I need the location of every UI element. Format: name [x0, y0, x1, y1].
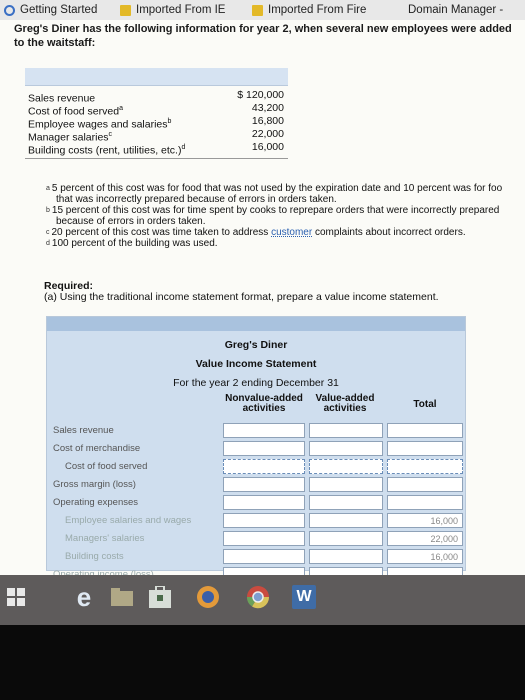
windows-taskbar [0, 575, 525, 625]
footnote-d [46, 238, 525, 249]
value-income-statement [46, 316, 466, 571]
statement-row-label: Building costs [65, 551, 124, 562]
statement-title: Value Income Statement [195, 358, 317, 370]
footnotes [46, 183, 525, 249]
info-label-wrap [28, 102, 123, 118]
info-label: Manager salaries [28, 131, 109, 144]
info-table-row [28, 115, 284, 131]
page-content [0, 20, 525, 575]
bookmark-domain-manager[interactable] [392, 0, 522, 20]
value-added-input[interactable] [309, 441, 383, 456]
info-table-header [25, 68, 288, 86]
column-value-added: Value-added activities [315, 393, 375, 414]
word-icon[interactable]: W [292, 585, 316, 609]
statement-row [47, 441, 465, 456]
info-label: Cost of food served [28, 105, 120, 118]
total-input[interactable] [387, 549, 463, 564]
cell-value: 16,000 [430, 516, 458, 526]
info-table [25, 68, 288, 159]
footnote-mark: d [46, 240, 50, 247]
windows-logo-icon[interactable] [4, 585, 28, 609]
required-part-a: (a) Using the traditional income statement format, prepare a value income statement. [44, 291, 439, 303]
statement-row-label: Managers' salaries [65, 533, 145, 544]
info-label-wrap [28, 141, 186, 157]
info-footnote-mark: c [108, 131, 113, 138]
info-footnote-mark: b [167, 118, 172, 125]
total-input[interactable] [387, 513, 463, 528]
statement-row [47, 477, 465, 492]
footnote-mark: c [46, 229, 50, 236]
value-added-input[interactable] [309, 477, 383, 492]
info-value: 16,800 [251, 115, 284, 127]
statement-row-label: Sales revenue [53, 425, 114, 436]
info-table-row [28, 89, 284, 105]
bookmark-getting-started[interactable] [0, 0, 120, 20]
monitor-bezel [0, 625, 525, 700]
value-added-input[interactable] [309, 459, 383, 474]
cell-value: 22,000 [430, 534, 458, 544]
footnote-text: 20 percent of this cost was time taken to address [51, 227, 272, 238]
nonvalue-added-input[interactable] [223, 459, 305, 474]
required-heading: Required: [44, 280, 94, 292]
statement-row [47, 513, 465, 528]
nonvalue-added-input[interactable] [223, 423, 305, 438]
value-added-input[interactable] [309, 423, 383, 438]
problem-intro: Greg's Diner has the following information for year 2, when several new employees were added to the waitstaff: [14, 23, 512, 49]
nonvalue-added-input[interactable] [223, 531, 305, 546]
info-label-wrap [28, 115, 172, 131]
edge-icon[interactable]: e [76, 581, 92, 612]
total-input[interactable] [387, 477, 463, 492]
footnote-mark: a [46, 185, 50, 192]
firefox-icon[interactable] [196, 585, 220, 609]
folder-icon [252, 5, 263, 16]
statement-row [47, 531, 465, 546]
bookmark-label: Domain Manager - [408, 4, 504, 16]
statement-company-name: Greg's Diner [224, 339, 288, 351]
value-added-input[interactable] [309, 549, 383, 564]
statement-header-band [47, 317, 465, 331]
statement-period: For the year 2 ending December 31 [173, 377, 339, 389]
info-label-wrap [28, 89, 96, 105]
column-nonvalue-added: Nonvalue-added activities [225, 393, 303, 414]
value-added-input[interactable] [309, 513, 383, 528]
info-footnote-mark: a [119, 105, 123, 112]
footnote-c [46, 227, 525, 238]
info-label-wrap [28, 128, 113, 144]
info-label: Sales revenue [28, 92, 96, 105]
info-table-row [28, 141, 284, 157]
total-input[interactable] [387, 531, 463, 546]
bookmark-label: Getting Started [20, 4, 98, 16]
info-value: 16,000 [251, 141, 284, 153]
nonvalue-added-input[interactable] [223, 549, 305, 564]
info-label: Building costs (rent, utilities, etc.) [28, 144, 182, 157]
info-table-row [28, 102, 284, 118]
chrome-icon[interactable] [246, 585, 270, 609]
nonvalue-added-input[interactable] [223, 441, 305, 456]
info-label: Employee wages and salaries [28, 118, 168, 131]
footnote-text: 100 percent of the building was used. [51, 238, 218, 249]
statement-row [47, 423, 465, 438]
info-value: 22,000 [251, 128, 284, 140]
value-added-input[interactable] [309, 531, 383, 546]
info-value: 43,200 [251, 102, 284, 114]
value-added-input[interactable] [309, 495, 383, 510]
info-table-body [25, 86, 288, 159]
footnote-text: that was incorrectly prepared because of errors in orders taken. [56, 194, 337, 205]
required-section [44, 281, 439, 303]
nonvalue-added-input[interactable] [223, 513, 305, 528]
statement-row [47, 549, 465, 564]
statement-row-label: Employee salaries and wages [65, 515, 192, 526]
statement-row [47, 495, 465, 510]
nonvalue-added-input[interactable] [223, 477, 305, 492]
bookmark-imported-from-ie[interactable] [120, 0, 252, 20]
statement-row-label: Gross margin (loss) [53, 479, 136, 490]
total-input[interactable] [387, 495, 463, 510]
nonvalue-added-input[interactable] [223, 495, 305, 510]
customer-glossary-link[interactable]: customer [271, 227, 313, 238]
statement-row-label: Cost of food served [65, 461, 148, 472]
statement-row-label: Cost of merchandise [53, 443, 141, 454]
info-footnote-mark: d [181, 144, 186, 151]
refresh-circle-icon [4, 5, 15, 16]
file-explorer-icon[interactable] [110, 585, 134, 609]
statement-row [47, 459, 465, 474]
bookmark-label: Imported From IE [136, 4, 226, 16]
footnote-text: 5 percent of this cost was for food that was not used by the expiration date and 10 percent was for foo [51, 183, 503, 194]
bookmark-label: Imported From Fire [268, 4, 367, 16]
store-icon[interactable] [148, 585, 172, 609]
total-input[interactable] [387, 459, 463, 474]
bookmark-imported-from-fire[interactable] [252, 0, 392, 20]
info-value: $ 120,000 [237, 89, 284, 101]
footnote-mark: b [46, 207, 50, 214]
footnote-text: 15 percent of this cost was for time spent by cooks to reprepare orders that were incorrectly prepared [51, 205, 500, 216]
total-input[interactable] [387, 423, 463, 438]
bookmarks-bar [0, 0, 525, 20]
footnote-a [46, 183, 525, 205]
footnote-b [46, 205, 525, 227]
statement-row-label: Operating expenses [53, 497, 139, 508]
footnote-text: complaints about incorrect orders. [312, 227, 466, 238]
cell-value: 16,000 [430, 552, 458, 562]
column-total: Total [413, 399, 437, 410]
footnote-text: because of errors in orders taken. [56, 216, 206, 227]
folder-icon [120, 5, 131, 16]
total-input[interactable] [387, 441, 463, 456]
